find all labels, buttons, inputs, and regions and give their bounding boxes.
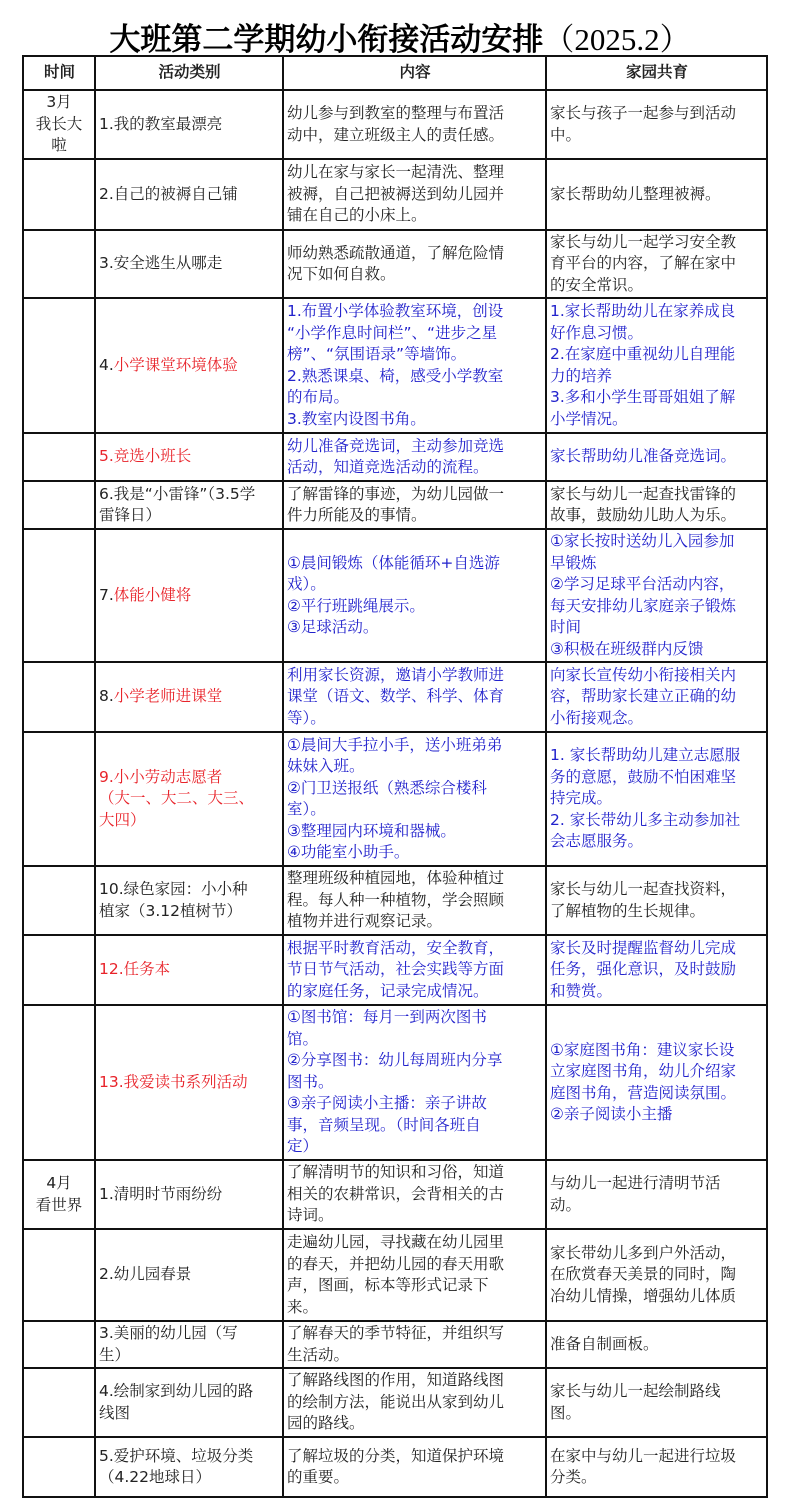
time-cell bbox=[23, 1368, 95, 1437]
time-cell bbox=[23, 1005, 95, 1160]
table-row bbox=[23, 433, 767, 481]
category-cell bbox=[95, 935, 283, 1005]
category-number: 13. bbox=[99, 1072, 124, 1091]
table-row bbox=[23, 1321, 767, 1368]
family-cell: 1.家长帮助幼儿在家养成良 好作息习惯。 2.在家庭中重视幼儿自理能 力的培养 3.多和小学生哥哥姐姐了解 小学情况。 bbox=[546, 298, 767, 433]
category-cell bbox=[95, 1229, 283, 1321]
category-cell bbox=[95, 529, 283, 662]
category-label: 我的教室最漂亮 bbox=[113, 114, 223, 133]
content-cell: 根据平时教育活动，安全教育， 节日节气活动，社会实践等方面 的家庭任务，记录完成情况。 bbox=[283, 935, 546, 1005]
category-cell bbox=[95, 1321, 283, 1368]
family-cell: 向家长宣传幼小衔接相关内 容，帮助家长建立正确的幼 小衔接观念。 bbox=[546, 662, 767, 732]
category-label: 绿色家园：小小种 植家（3.12植树节） bbox=[99, 880, 248, 920]
family-cell: 家长与幼儿一起查找雷锋的 故事，鼓励幼儿助人为乐。 bbox=[546, 481, 767, 529]
table-row bbox=[23, 529, 767, 662]
content-cell: ①晨间锻炼（体能循环+自选游 戏）。 ②平行班跳绳展示。 ③足球活动。 bbox=[283, 529, 546, 662]
header-content: 内容 bbox=[283, 56, 546, 90]
category-cell bbox=[95, 662, 283, 732]
family-cell: 与幼儿一起进行清明节活 动。 bbox=[546, 1160, 767, 1229]
category-label: 自己的被褥自己铺 bbox=[113, 184, 238, 203]
table-row bbox=[23, 935, 767, 1005]
family-cell: 准备自制画板。 bbox=[546, 1321, 767, 1368]
content-cell: 了解路线图的作用，知道路线图 的绘制方法，能说出从家到幼儿 园的路线。 bbox=[283, 1368, 546, 1437]
category-label: 安全逃生从哪走 bbox=[113, 254, 223, 273]
page-title bbox=[0, 14, 800, 59]
family-cell: 家长帮助幼儿准备竞选词。 bbox=[546, 433, 767, 481]
time-cell bbox=[23, 529, 95, 662]
family-cell: 家长与幼儿一起查找资料， 了解植物的生长规律。 bbox=[546, 866, 767, 935]
content-cell: 整理班级种植园地，体验种植过 程。每人种一种植物，学会照顾 植物并进行观察记录。 bbox=[283, 866, 546, 935]
content-cell: 了解垃圾的分类，知道保护环境 的重要。 bbox=[283, 1437, 546, 1497]
category-number: 2. bbox=[99, 1265, 114, 1284]
category-label: 小学老师进课堂 bbox=[113, 687, 223, 706]
table-row bbox=[23, 298, 767, 433]
time-cell bbox=[23, 1321, 95, 1368]
category-number: 3. bbox=[99, 1324, 114, 1342]
family-cell: 在家中与幼儿一起进行垃圾 分类。 bbox=[546, 1437, 767, 1497]
category-label: 任务本 bbox=[123, 960, 171, 979]
category-number: 5. bbox=[99, 447, 114, 466]
content-cell: 了解清明节的知识和习俗，知道 相关的农耕常识，会背相关的古 诗词。 bbox=[283, 1160, 546, 1229]
category-number: 5. bbox=[99, 1446, 114, 1465]
table-row bbox=[23, 866, 767, 935]
table-row bbox=[23, 732, 767, 866]
family-cell: 1. 家长帮助幼儿建立志愿服 务的意愿，鼓励不怕困难坚 持完成。 2. 家长带幼儿多主动参加社 会志愿服务。 bbox=[546, 732, 767, 866]
content-cell: 利用家长资源，邀请小学教师进 课堂（语文、数学、科学、体育 等）。 bbox=[283, 662, 546, 732]
category-number: 1. bbox=[99, 1184, 114, 1203]
category-number: 6. bbox=[99, 484, 114, 503]
table-row bbox=[23, 1437, 767, 1497]
table-row bbox=[23, 90, 767, 159]
category-cell bbox=[95, 866, 283, 935]
category-cell bbox=[95, 732, 283, 866]
category-number: 10. bbox=[99, 880, 124, 898]
family-cell: 家长与幼儿一起学习安全教 育平台的内容，了解在家中 的安全常识。 bbox=[546, 230, 767, 298]
header-category: 活动类别 bbox=[95, 56, 283, 90]
category-number: 7. bbox=[99, 585, 114, 604]
content-cell: 走遍幼儿园，寻找藏在幼儿园里 的春天，并把幼儿园的春天用歌 声，图画，标本等形式记录下 来。 bbox=[283, 1229, 546, 1321]
time-cell: 4月 看世界 bbox=[23, 1160, 95, 1229]
table-row bbox=[23, 159, 767, 230]
time-cell bbox=[23, 1437, 95, 1497]
family-cell: ①家庭图书角：建议家长设 立家庭图书角，幼儿介绍家 庭图书角，营造阅读氛围。 ②亲子阅读小主播 bbox=[546, 1005, 767, 1160]
category-cell bbox=[95, 159, 283, 230]
category-label: 我是“小雷锋”（3.5学 雷锋日） bbox=[99, 484, 256, 524]
time-cell bbox=[23, 230, 95, 298]
category-label: 美丽的幼儿园（写 生） bbox=[99, 1324, 238, 1364]
table-row bbox=[23, 662, 767, 732]
category-cell bbox=[95, 481, 283, 529]
time-cell bbox=[23, 866, 95, 935]
table-row bbox=[23, 1005, 767, 1160]
category-cell bbox=[95, 1368, 283, 1437]
category-cell bbox=[95, 90, 283, 159]
header-family: 家园共育 bbox=[546, 56, 767, 90]
family-cell: 家长与幼儿一起绘制路线 图。 bbox=[546, 1368, 767, 1437]
category-label: 体能小健将 bbox=[113, 585, 192, 604]
header-time: 时间 bbox=[23, 56, 95, 90]
family-cell: ①家长按时送幼儿入园参加 早锻炼 ②学习足球平台活动内容， 每天安排幼儿家庭亲子锻炼 时间 ③积极在班级群内反馈 bbox=[546, 529, 767, 662]
table-row bbox=[23, 230, 767, 298]
category-cell bbox=[95, 1005, 283, 1160]
family-cell: 家长帮助幼儿整理被褥。 bbox=[546, 159, 767, 230]
content-cell: 1.布置小学体验教室环境，创设 “小学作息时间栏”、“进步之星 榜”、“氛围语录”等墙饰。 2.熟悉课桌、椅，感受小学教室 的布局。 3.教室内设图书角。 bbox=[283, 298, 546, 433]
time-cell bbox=[23, 732, 95, 866]
category-label: 竞选小班长 bbox=[113, 447, 192, 466]
time-cell: 3月 我长大 啦 bbox=[23, 90, 95, 159]
category-label: 清明时节雨纷纷 bbox=[113, 1184, 223, 1203]
content-cell: 幼儿在家与家长一起清洗、整理 被褥，自己把被褥送到幼儿园并 铺在自己的小床上。 bbox=[283, 159, 546, 230]
table-row bbox=[23, 1229, 767, 1321]
category-label: 我爱读书系列活动 bbox=[123, 1072, 248, 1091]
category-number: 3. bbox=[99, 254, 114, 273]
category-number: 8. bbox=[99, 687, 114, 706]
table-row bbox=[23, 481, 767, 529]
category-number: 12. bbox=[99, 960, 124, 979]
title-main: 大班第二学期幼小衔接活动安排 bbox=[109, 22, 544, 58]
category-number: 2. bbox=[99, 184, 114, 203]
category-cell bbox=[95, 1160, 283, 1229]
title-year: （2025.2） bbox=[543, 22, 691, 57]
time-cell bbox=[23, 935, 95, 1005]
activity-schedule-table bbox=[22, 55, 768, 1498]
table-row bbox=[23, 1368, 767, 1437]
category-number: 4. bbox=[99, 1382, 114, 1400]
category-number: 1. bbox=[99, 114, 114, 133]
category-number: 4. bbox=[99, 355, 114, 374]
content-cell: 师幼熟悉疏散通道，了解危险情 况下如何自救。 bbox=[283, 230, 546, 298]
content-cell: ①图书馆：每月一到两次图书 馆。 ②分享图书：幼儿每周班内分享 图书。 ③亲子阅读小主播：亲子讲故 事，音频呈现。（时间各班自 定） bbox=[283, 1005, 546, 1160]
time-cell bbox=[23, 1229, 95, 1321]
family-cell: 家长及时提醒监督幼儿完成 任务，强化意识，及时鼓励 和赞赏。 bbox=[546, 935, 767, 1005]
time-cell bbox=[23, 159, 95, 230]
category-cell bbox=[95, 230, 283, 298]
content-cell: 幼儿准备竞选词，主动参加竞选 活动，知道竞选活动的流程。 bbox=[283, 433, 546, 481]
category-label: 幼儿园春景 bbox=[113, 1265, 192, 1284]
time-cell bbox=[23, 433, 95, 481]
table-header-row bbox=[23, 56, 767, 90]
content-cell: 幼儿参与到教室的整理与布置活 动中，建立班级主人的责任感。 bbox=[283, 90, 546, 159]
family-cell: 家长与孩子一起参与到活动 中。 bbox=[546, 90, 767, 159]
family-cell: 家长带幼儿多到户外活动， 在欣赏春天美景的同时，陶 冶幼儿情操，增强幼儿体质 bbox=[546, 1229, 767, 1321]
content-cell: 了解雷锋的事迹，为幼儿园做一 件力所能及的事情。 bbox=[283, 481, 546, 529]
table-row bbox=[23, 1160, 767, 1229]
category-cell bbox=[95, 433, 283, 481]
category-cell bbox=[95, 298, 283, 433]
category-label: 小小劳动志愿者 （大一、大二、大三、 大四） bbox=[99, 767, 255, 829]
category-label: 爱护环境、垃圾分类 （4.22地球日） bbox=[99, 1446, 254, 1486]
time-cell bbox=[23, 298, 95, 433]
content-cell: 了解春天的季节特征，并组织写 生活动。 bbox=[283, 1321, 546, 1368]
time-cell bbox=[23, 481, 95, 529]
category-label: 绘制家到幼儿园的路 线图 bbox=[99, 1382, 254, 1422]
time-cell bbox=[23, 662, 95, 732]
category-cell bbox=[95, 1437, 283, 1497]
category-number: 9. bbox=[99, 767, 114, 786]
category-label: 小学课堂环境体验 bbox=[113, 355, 238, 374]
content-cell: ①晨间大手拉小手，送小班弟弟 妹妹入班。 ②门卫送报纸（熟悉综合楼科 室）。 ③整理园内环境和器械。 ④功能室小助手。 bbox=[283, 732, 546, 866]
